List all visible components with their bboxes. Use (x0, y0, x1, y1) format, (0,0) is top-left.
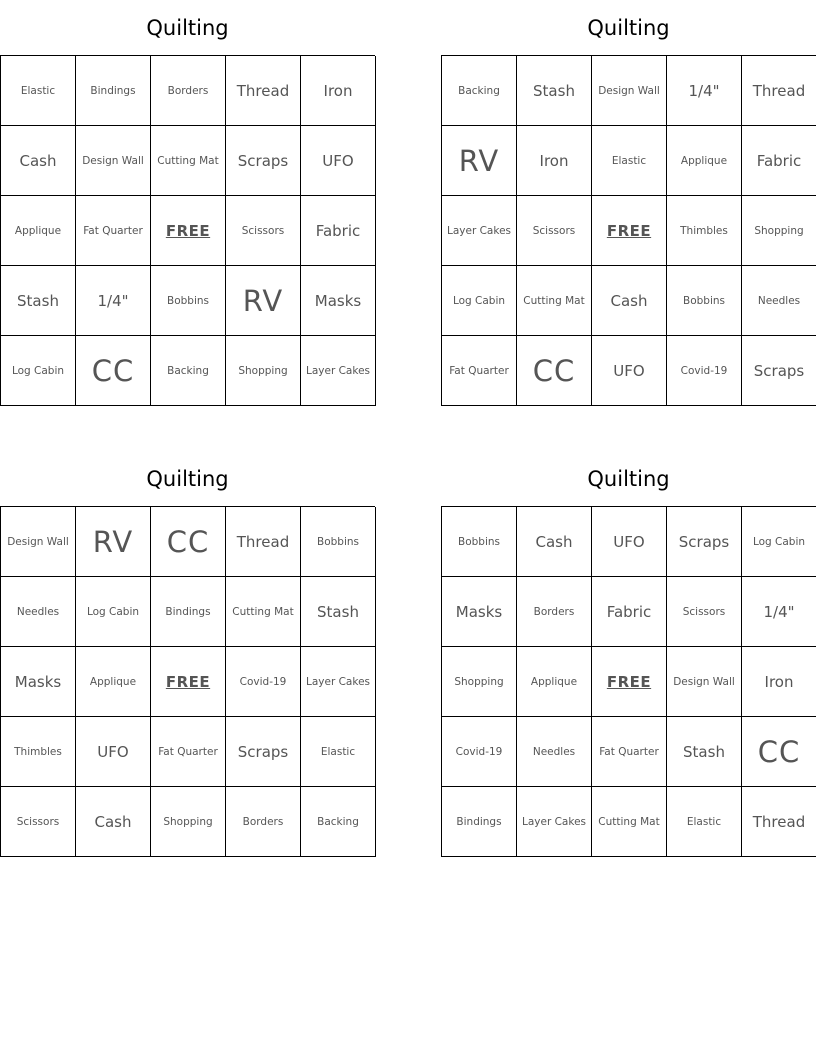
bingo-cell: Thread (226, 507, 301, 577)
bingo-cell: Elastic (1, 56, 76, 126)
bingo-cell: Needles (742, 266, 816, 336)
bingo-cell: Iron (517, 126, 592, 196)
bingo-cell: CC (76, 336, 151, 406)
bingo-cell: Masks (301, 266, 376, 336)
bingo-cell: Cash (1, 126, 76, 196)
card-title: Quilting (146, 16, 229, 40)
bingo-cell: Cutting Mat (226, 577, 301, 647)
bingo-cell: Stash (517, 56, 592, 126)
bingo-cell: Iron (742, 647, 816, 717)
bingo-cell: Thimbles (1, 717, 76, 787)
bingo-cell: Design Wall (1, 507, 76, 577)
bingo-cell: Layer Cakes (301, 647, 376, 717)
bingo-cell: Covid-19 (442, 717, 517, 787)
bingo-cell: Fat Quarter (76, 196, 151, 266)
bingo-cell: Design Wall (592, 56, 667, 126)
bingo-cell: Applique (517, 647, 592, 717)
bingo-cell: RV (76, 507, 151, 577)
bingo-card-2 (441, 0, 816, 406)
bingo-cell: Cutting Mat (592, 787, 667, 857)
bingo-cell: Shopping (226, 336, 301, 406)
bingo-cell: Thread (742, 787, 816, 857)
bingo-cell: Fabric (592, 577, 667, 647)
bingo-cell: Backing (301, 787, 376, 857)
bingo-cell: Thread (226, 56, 301, 126)
bingo-grid (441, 55, 816, 406)
bingo-cell: Borders (151, 56, 226, 126)
bingo-cell: Layer Cakes (442, 196, 517, 266)
bingo-cell: Log Cabin (442, 266, 517, 336)
bingo-cell: Scissors (517, 196, 592, 266)
card-title: Quilting (587, 467, 670, 491)
bingo-cell: Thread (742, 56, 816, 126)
bingo-cell: RV (442, 126, 517, 196)
bingo-cell: CC (742, 717, 816, 787)
bingo-grid (0, 55, 375, 406)
bingo-cell: Covid-19 (226, 647, 301, 717)
bingo-cell: Elastic (667, 787, 742, 857)
bingo-cell: Log Cabin (1, 336, 76, 406)
bingo-cell: Thimbles (667, 196, 742, 266)
bingo-cell: Shopping (442, 647, 517, 717)
bingo-cell: Fat Quarter (592, 717, 667, 787)
bingo-cell: Fat Quarter (151, 717, 226, 787)
card-title: Quilting (587, 16, 670, 40)
bingo-cell: Applique (667, 126, 742, 196)
bingo-cell: Shopping (742, 196, 816, 266)
bingo-cell: Bobbins (151, 266, 226, 336)
bingo-cell: Masks (1, 647, 76, 717)
bingo-cell: Masks (442, 577, 517, 647)
bingo-card-4 (441, 451, 816, 857)
bingo-cell: Fabric (742, 126, 816, 196)
bingo-cell: Cash (517, 507, 592, 577)
bingo-cell: Covid-19 (667, 336, 742, 406)
bingo-cell: Shopping (151, 787, 226, 857)
bingo-cell: Applique (1, 196, 76, 266)
bingo-cell: Scissors (226, 196, 301, 266)
bingo-card-1 (0, 0, 375, 406)
bingo-cell: 1/4" (76, 266, 151, 336)
bingo-cell: Cash (76, 787, 151, 857)
bingo-cell: Elastic (301, 717, 376, 787)
bingo-cell: Scraps (226, 126, 301, 196)
bingo-cell: Iron (301, 56, 376, 126)
bingo-cell: Stash (1, 266, 76, 336)
bingo-cell: Scraps (226, 717, 301, 787)
bingo-grid (441, 506, 816, 857)
bingo-cell: Borders (517, 577, 592, 647)
bingo-card-3 (0, 451, 375, 857)
bingo-cell: Bindings (76, 56, 151, 126)
bingo-cell: 1/4" (667, 56, 742, 126)
bingo-cell: CC (151, 507, 226, 577)
bingo-cell: UFO (592, 336, 667, 406)
bingo-cell: Borders (226, 787, 301, 857)
bingo-cell: Elastic (592, 126, 667, 196)
bingo-cell: Layer Cakes (517, 787, 592, 857)
bingo-cell: Fabric (301, 196, 376, 266)
bingo-cell: UFO (76, 717, 151, 787)
bingo-cell: 1/4" (742, 577, 816, 647)
bingo-cell: Applique (76, 647, 151, 717)
bingo-cell: Scissors (667, 577, 742, 647)
bingo-cell: Layer Cakes (301, 336, 376, 406)
bingo-cell: Design Wall (667, 647, 742, 717)
bingo-cell: Log Cabin (742, 507, 816, 577)
bingo-cell: Stash (301, 577, 376, 647)
bingo-cell: Needles (1, 577, 76, 647)
bingo-cell: Backing (151, 336, 226, 406)
bingo-cell: Stash (667, 717, 742, 787)
bingo-cell: Bindings (442, 787, 517, 857)
bingo-cell: Scissors (1, 787, 76, 857)
bingo-cell: Needles (517, 717, 592, 787)
bingo-cell: Bobbins (442, 507, 517, 577)
free-space: FREE (151, 196, 226, 266)
free-space: FREE (151, 647, 226, 717)
bingo-cell: Cutting Mat (151, 126, 226, 196)
free-space: FREE (592, 196, 667, 266)
card-title: Quilting (146, 467, 229, 491)
bingo-cell: UFO (592, 507, 667, 577)
bingo-cell: Fat Quarter (442, 336, 517, 406)
bingo-cell: Backing (442, 56, 517, 126)
bingo-cell: Cash (592, 266, 667, 336)
bingo-cell: Cutting Mat (517, 266, 592, 336)
bingo-cell: Scraps (742, 336, 816, 406)
free-space: FREE (592, 647, 667, 717)
bingo-cell: Scraps (667, 507, 742, 577)
bingo-cell: Bindings (151, 577, 226, 647)
bingo-cell: RV (226, 266, 301, 336)
bingo-cell: UFO (301, 126, 376, 196)
bingo-cell: Bobbins (667, 266, 742, 336)
bingo-cell: Design Wall (76, 126, 151, 196)
bingo-cell: CC (517, 336, 592, 406)
bingo-cell: Log Cabin (76, 577, 151, 647)
bingo-cell: Bobbins (301, 507, 376, 577)
bingo-grid (0, 506, 375, 857)
